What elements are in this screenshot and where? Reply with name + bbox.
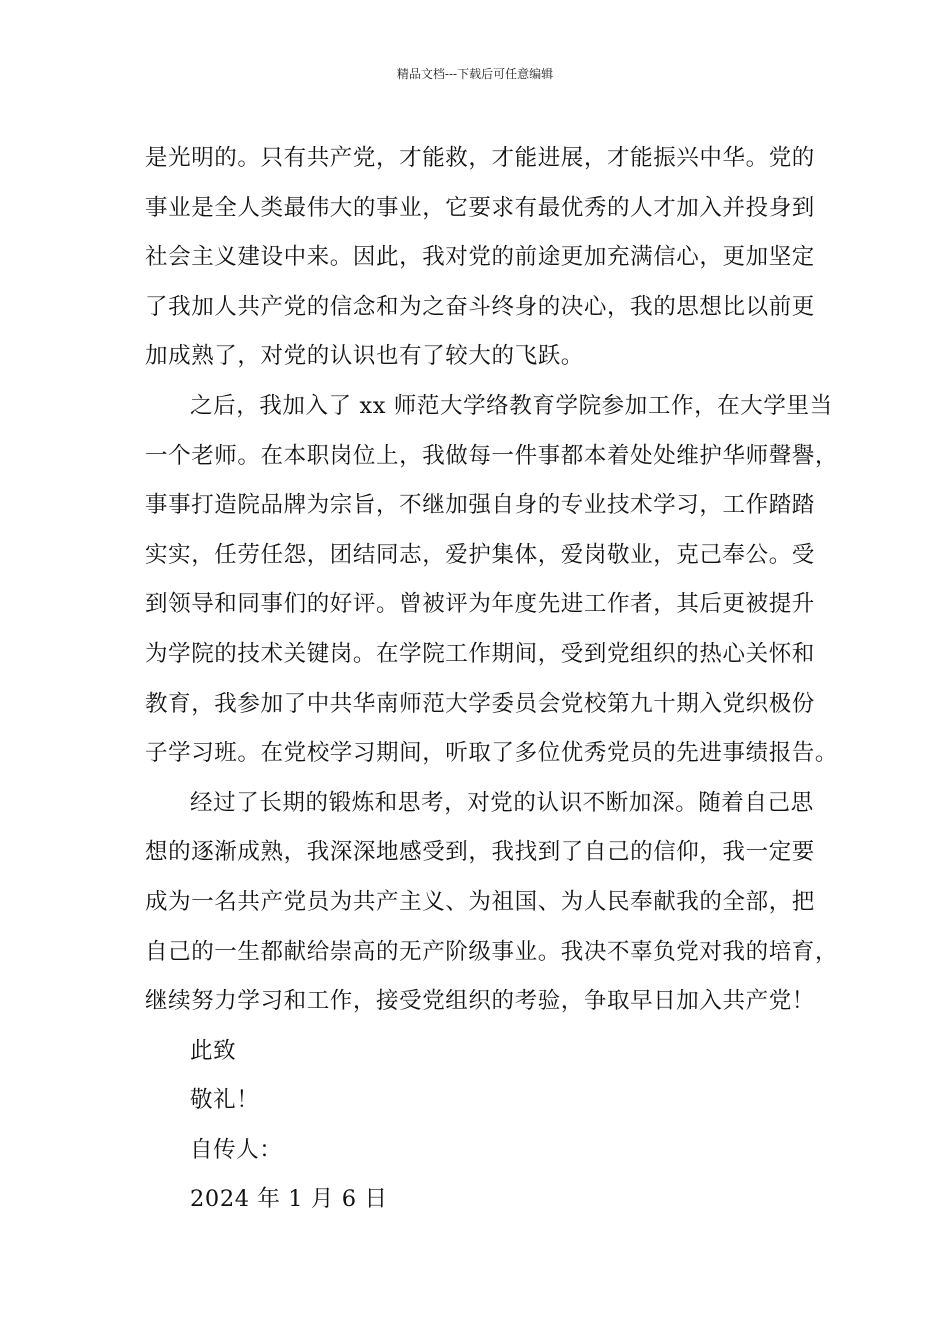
closing-salutation: 此致	[190, 1037, 237, 1064]
text-line: 到领导和同事们的好评。曾被评为年度先进工作者，其后更被提升	[145, 591, 815, 618]
text-line: 自己的一生都献给崇高的无产阶级事业。我决不辜负党对我的培育，	[145, 938, 839, 965]
paragraph-start-line: 之后，我加入了 xx 师范大学络教育学院参加工作，在大学里当	[190, 392, 833, 419]
text-line: 成为一名共产党员为共产主义、为祖国、为人民奉献我的全部，把	[145, 888, 815, 915]
text-line: 一个老师。在本职岗位上，我做每一件事都本着处处维护华师聲譽，	[145, 442, 839, 469]
text-line: 加成熟了，对党的认识也有了较大的飞跃。	[145, 343, 584, 370]
text-line: 为学院的技术关键岗。在学院工作期间，受到党组织的热心关怀和	[145, 640, 815, 667]
text-line: 继续努力学习和工作，接受党组织的考验，争取早日加入共产党！	[145, 988, 815, 1015]
text-line: 事事打造院品牌为宗旨，不继加强自身的专业技术学习，工作踏踏	[145, 492, 815, 519]
signature-label: 自传人：	[190, 1136, 283, 1163]
text-line: 实实，任劳任怨，团结同志，爱护集体，爱岗敬业，克己奉公。受	[145, 541, 815, 568]
text-line: 子学习班。在党校学习期间，听取了多位优秀党员的先进事绩报告。	[145, 740, 839, 767]
text-line: 了我加人共产党的信念和为之奋斗终身的决心，我的思想比以前更	[145, 293, 815, 320]
text-line: 想的逐渐成熟，我深深地感受到，我找到了自己的信仰，我一定要	[145, 839, 815, 866]
page-header: 精品文档---下载后可任意编辑	[396, 67, 554, 81]
text-line: 教育，我参加了中共华南师范大学委员会党校第九十期入党织极份	[145, 690, 815, 717]
text-line: 是光明的。只有共产党，才能救，才能进展，才能振兴中华。党的	[145, 145, 815, 171]
paragraph-start-line: 经过了长期的锻炼和思考，对党的认识不断加深。随着自己思	[190, 789, 814, 816]
text-line: 社会主义建设中来。因此，我对党的前途更加充满信心，更加坚定	[145, 244, 815, 271]
document-body	[145, 134, 839, 1225]
document-date: 2024 年 1 月 6 日	[190, 1186, 388, 1213]
text-line: 事业是全人类最伟大的事业，它要求有最优秀的人才加入并投身到	[145, 194, 815, 221]
closing-regards: 敬礼！	[190, 1087, 260, 1114]
